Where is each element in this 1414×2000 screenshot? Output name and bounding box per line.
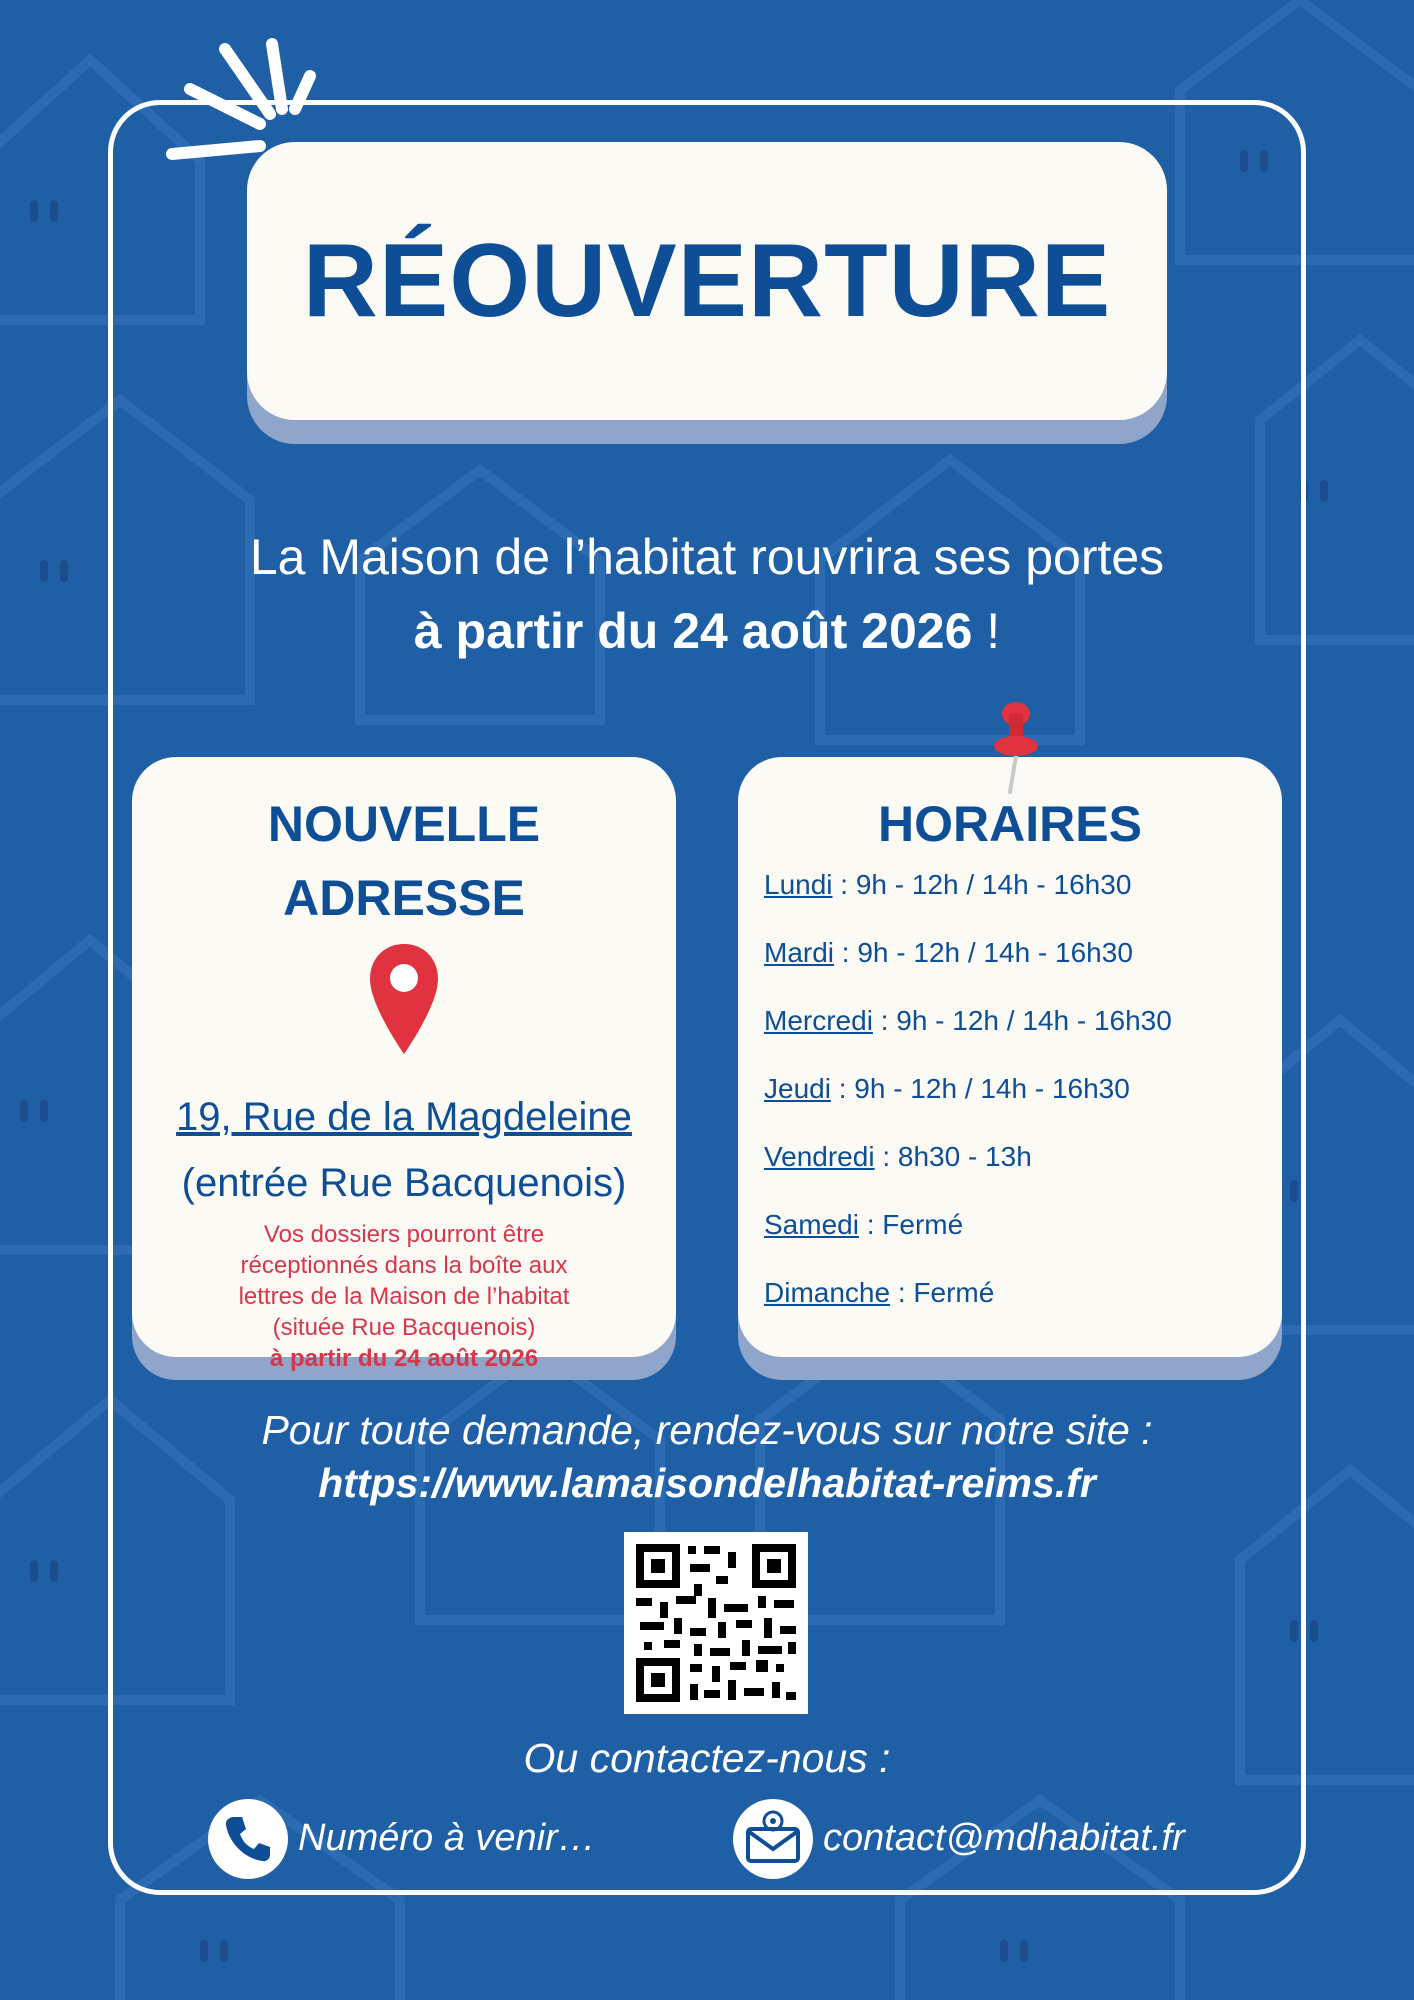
day-hours: : 9h - 12h / 14h - 16h30 <box>834 937 1133 968</box>
day-label: Mardi <box>764 937 835 968</box>
intro-date: à partir du 24 août 2026 <box>413 603 973 659</box>
hours-row <box>764 1209 1264 1277</box>
mailbox-note-line: (située Rue Bacquenois) <box>272 1314 536 1341</box>
intro-suffix: ! <box>972 603 1001 659</box>
title-card <box>247 142 1167 420</box>
day-label: Dimanche <box>764 1277 891 1308</box>
hours-row <box>764 869 1264 937</box>
hours-row <box>764 1073 1264 1141</box>
hours-row <box>764 1277 1264 1345</box>
address-card <box>132 757 676 1372</box>
hours-row <box>764 1005 1264 1073</box>
day-hours: : Fermé <box>858 1209 964 1240</box>
hours-row <box>764 1141 1264 1209</box>
address-heading-line1: NOUVELLE <box>267 796 541 852</box>
phone-number: Numéro à venir… <box>298 1817 596 1859</box>
address-heading-line2: ADRESSE <box>283 870 525 926</box>
address-entrance: (entrée Rue Bacquenois) <box>181 1161 627 1205</box>
mailbox-note <box>162 1219 646 1374</box>
mailbox-note-line: réceptionnés dans la boîte aux <box>240 1252 568 1279</box>
day-label: Lundi <box>764 869 833 900</box>
website-prompt: Pour toute demande, rendez-vous sur notre site : <box>261 1407 1153 1453</box>
hours-list <box>764 869 1264 1345</box>
day-label: Vendredi <box>764 1141 875 1172</box>
day-hours: : 9h - 12h / 14h - 16h30 <box>872 1005 1172 1036</box>
email-icon[interactable] <box>733 1799 813 1879</box>
day-hours: : Fermé <box>890 1277 995 1308</box>
mailbox-note-line: lettres de la Maison de l’habitat <box>238 1283 570 1310</box>
contact-title: Ou contactez-nous : <box>523 1735 891 1781</box>
qr-code[interactable] <box>624 1532 808 1714</box>
day-label: Mercredi <box>764 1005 873 1036</box>
mailbox-note-line: Vos dossiers pourront être <box>263 1221 545 1248</box>
hours-card <box>738 757 1282 1357</box>
hours-row <box>764 937 1264 1005</box>
pushpin-icon <box>988 700 1044 796</box>
mailbox-note-date: à partir du 24 août 2026 <box>269 1345 539 1372</box>
day-hours: : 9h - 12h / 14h - 16h30 <box>830 1073 1130 1104</box>
page-title: RÉOUVERTURE <box>302 222 1112 339</box>
intro-date-line <box>108 594 1306 668</box>
intro-line: La Maison de l’habitat rouvrira ses portes <box>249 529 1165 585</box>
day-label: Jeudi <box>764 1073 831 1104</box>
map-pin-icon <box>368 942 440 1056</box>
intro-text <box>108 520 1306 668</box>
day-label: Samedi <box>764 1209 859 1240</box>
email-address[interactable]: contact@mdhabitat.fr <box>823 1817 1185 1859</box>
website-link[interactable]: https://www.lamaisondelhabitat-reims.fr <box>318 1460 1096 1506</box>
street-address[interactable]: 19, Rue de la Magdeleine <box>176 1095 632 1139</box>
hours-heading: HORAIRES <box>878 796 1142 852</box>
day-hours: : 8h30 - 13h <box>874 1141 1032 1172</box>
day-hours: : 9h - 12h / 14h - 16h30 <box>832 869 1132 900</box>
phone-icon[interactable] <box>208 1799 288 1879</box>
